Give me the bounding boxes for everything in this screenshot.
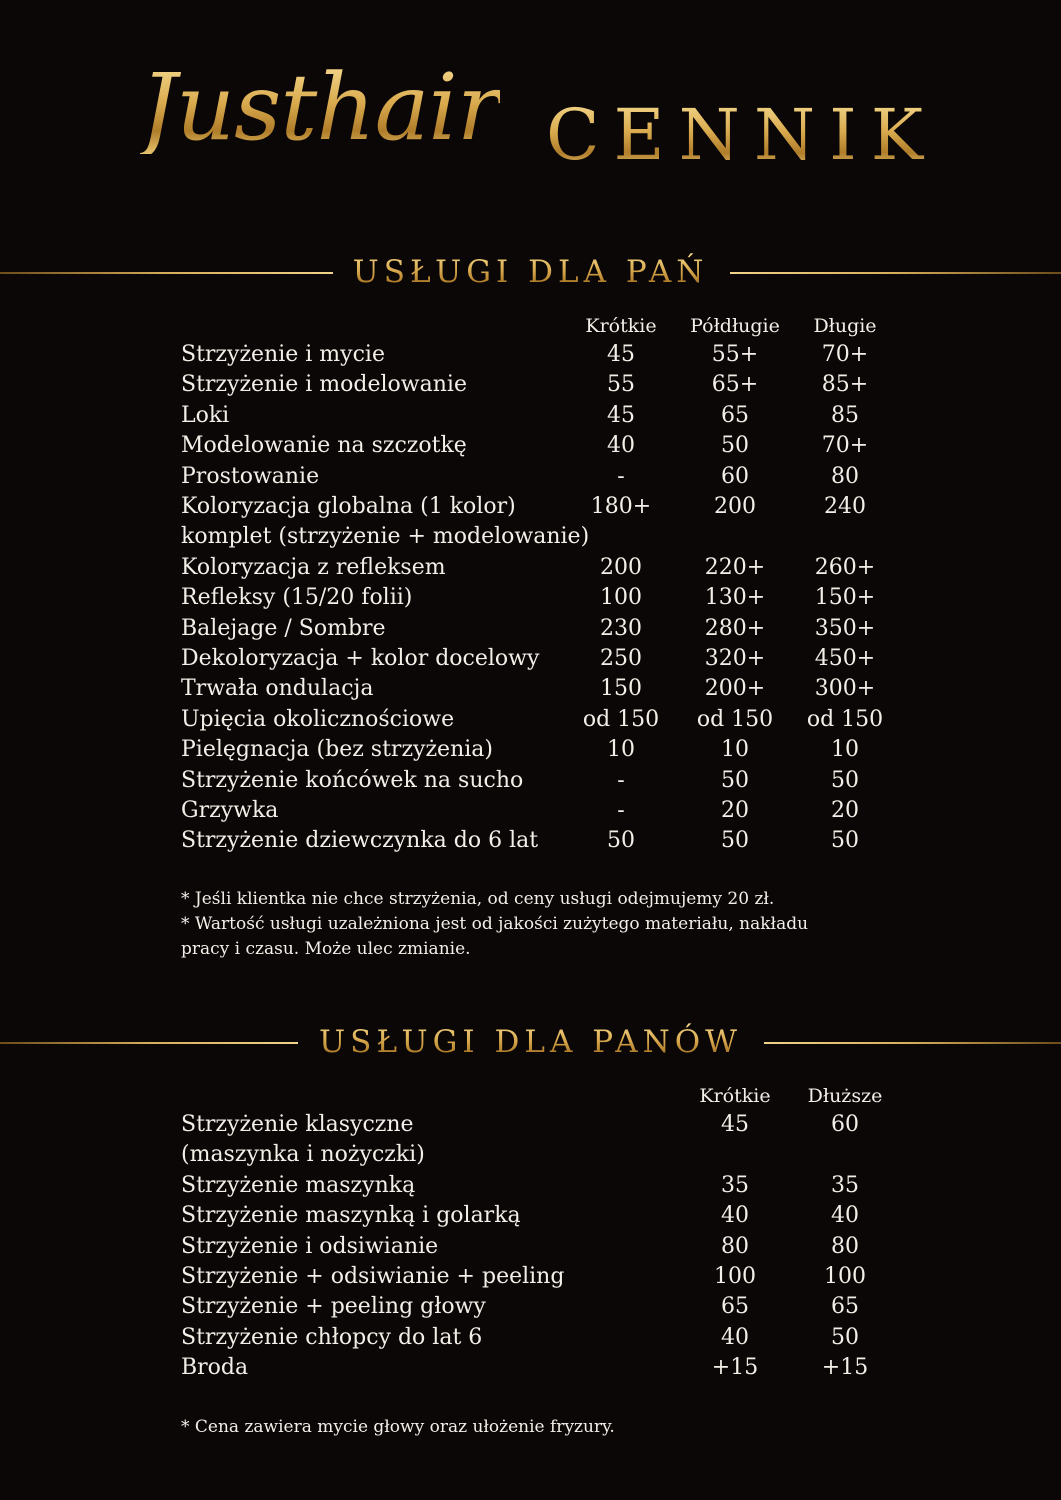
service-name: Upięcia okolicznościowe	[181, 706, 455, 732]
price-value: 100	[600, 585, 642, 611]
service-name: Grzywka	[181, 798, 279, 823]
price-value: 260+	[814, 554, 876, 580]
price-value: 50	[831, 767, 859, 793]
price-value: -	[617, 798, 625, 823]
service-name: Strzyżenie i modelowanie	[181, 372, 467, 398]
price-value: 65	[831, 1294, 859, 1320]
table-row	[0, 431, 1061, 461]
price-value: 230	[600, 615, 642, 641]
price-value: 450+	[814, 646, 876, 671]
service-name: Refleksy (15/20 folii)	[181, 585, 413, 611]
service-name: Pielęgnacja (bez strzyżenia)	[181, 737, 493, 763]
price-value: 80	[721, 1233, 749, 1259]
price-value: 200	[600, 554, 642, 580]
service-name: Dekoloryzacja + kolor docelowy	[181, 646, 540, 671]
service-name: Strzyżenie maszynką i golarką	[181, 1203, 521, 1229]
price-value: 50	[831, 1324, 859, 1350]
price-value: 220+	[704, 554, 766, 580]
price-value: 80	[831, 463, 859, 489]
price-value: 35	[721, 1172, 749, 1198]
table-row	[0, 401, 1061, 431]
column-header: Krótkie	[585, 315, 657, 337]
price-value: 150	[600, 676, 642, 702]
price-value: 10	[831, 737, 859, 763]
service-name: Strzyżenie i odsiwianie	[181, 1233, 439, 1259]
column-header: Półdługie	[690, 315, 780, 337]
price-value: 280+	[704, 615, 766, 641]
price-value: 65	[721, 402, 749, 428]
service-name: Strzyżenie i mycie	[181, 342, 385, 367]
price-value: 60	[721, 463, 749, 489]
service-name: Koloryzacja z refleksem	[181, 554, 446, 580]
price-value: -	[617, 463, 625, 489]
table-row	[0, 462, 1061, 492]
price-value: 40	[721, 1324, 749, 1350]
price-value: 200	[714, 494, 756, 519]
price-value: 20	[721, 798, 749, 823]
price-value: od 150	[582, 706, 660, 732]
section-header-men	[0, 1022, 1061, 1062]
price-value: 65	[721, 1294, 749, 1320]
price-value: 10	[607, 737, 635, 763]
price-value: 55	[607, 372, 635, 398]
price-value: 130+	[704, 585, 766, 611]
price-value: 45	[607, 402, 635, 428]
price-value: 100	[824, 1264, 866, 1289]
price-value: +15	[821, 1355, 869, 1381]
price-value: -	[617, 767, 625, 793]
column-header: Długie	[813, 315, 877, 337]
price-value: 70+	[821, 433, 869, 459]
price-value: 50	[721, 828, 749, 854]
table-row	[0, 1262, 1061, 1292]
price-value: +15	[711, 1355, 759, 1381]
table-row	[0, 644, 1061, 674]
price-value: 45	[607, 342, 635, 367]
price-value: 10	[721, 737, 749, 763]
table-row	[0, 735, 1061, 765]
table-row	[0, 1171, 1061, 1201]
service-name: Balejage / Sombre	[181, 615, 386, 641]
section-title-men: USŁUGI DLA PANÓW	[0, 1022, 1061, 1062]
price-value: 320+	[704, 646, 766, 671]
table-row	[0, 553, 1061, 583]
table-row	[0, 1353, 1061, 1383]
price-value: 80	[831, 1233, 859, 1259]
service-name: Loki	[181, 402, 230, 428]
footnote: * Cena zawiera mycie głowy oraz ułożenie fryzury.	[181, 1417, 615, 1437]
table-row	[0, 674, 1061, 704]
price-value: od 150	[806, 706, 884, 732]
price-value: 55+	[711, 342, 759, 367]
table-row	[0, 1323, 1061, 1353]
footnote: pracy i czasu. Może ulec zmianie.	[181, 939, 471, 959]
service-name: Strzyżenie klasyczne	[181, 1112, 414, 1137]
price-value: 85	[831, 402, 859, 428]
price-value: 250	[600, 646, 642, 671]
price-value: 50	[831, 828, 859, 854]
price-value: od 150	[696, 706, 774, 732]
column-header: Dłuższe	[807, 1085, 883, 1107]
price-value: 50	[607, 828, 635, 854]
service-name: Strzyżenie chłopcy do lat 6	[181, 1324, 483, 1350]
service-name: Strzyżenie + odsiwianie + peeling	[181, 1264, 565, 1289]
divider-line-right	[730, 272, 1061, 274]
price-value: 100	[714, 1264, 756, 1289]
table-row	[0, 1140, 1061, 1170]
footnote: * Wartość usługi uzależniona jest od jakości zużytego materiału, nakładu	[181, 914, 809, 934]
price-value: 35	[831, 1172, 859, 1198]
price-value: 60	[831, 1112, 859, 1137]
table-row	[0, 1292, 1061, 1322]
table-row	[0, 766, 1061, 796]
section-header-women	[0, 252, 1061, 292]
price-value: 200+	[704, 676, 766, 702]
service-name: (maszynka i nożyczki)	[181, 1142, 425, 1168]
service-name: Prostowanie	[181, 463, 320, 489]
price-value: 180+	[590, 494, 652, 519]
table-row	[0, 522, 1061, 552]
price-value: 65+	[711, 372, 759, 398]
price-value: 240	[824, 494, 866, 519]
price-value: 85+	[821, 372, 869, 398]
table-row	[0, 1201, 1061, 1231]
table-row	[0, 705, 1061, 735]
price-value: 20	[831, 798, 859, 823]
footnote: * Jeśli klientka nie chce strzyżenia, od ceny usługi odejmujemy 20 zł.	[181, 889, 775, 909]
price-value: 40	[607, 433, 635, 459]
table-row	[0, 492, 1061, 522]
brand-logo: Justhair	[140, 54, 500, 161]
page-title: CENNIK	[546, 94, 938, 176]
table-row	[0, 340, 1061, 370]
service-name: Trwała ondulacja	[181, 676, 374, 702]
table-row	[0, 1232, 1061, 1262]
service-name: Koloryzacja globalna (1 kolor)	[181, 494, 516, 519]
price-value: 300+	[814, 676, 876, 702]
service-name: Strzyżenie końcówek na sucho	[181, 767, 524, 793]
service-name: Strzyżenie maszynką	[181, 1172, 416, 1198]
price-value: 40	[721, 1203, 749, 1229]
price-value: 70+	[821, 342, 869, 367]
service-name: Broda	[181, 1355, 249, 1381]
divider-line-right	[764, 1042, 1061, 1044]
price-value: 350+	[814, 615, 876, 641]
price-value: 45	[721, 1112, 749, 1137]
service-name: Strzyżenie dziewczynka do 6 lat	[181, 828, 539, 854]
price-value: 150+	[814, 585, 876, 611]
table-row	[0, 826, 1061, 856]
table-row	[0, 583, 1061, 613]
price-value: 50	[721, 433, 749, 459]
price-value: 50	[721, 767, 749, 793]
table-row	[0, 1110, 1061, 1140]
service-name: Strzyżenie + peeling głowy	[181, 1294, 486, 1320]
table-row	[0, 370, 1061, 400]
column-header: Krótkie	[699, 1085, 771, 1107]
table-row	[0, 614, 1061, 644]
price-value: 40	[831, 1203, 859, 1229]
table-row	[0, 796, 1061, 826]
service-name: komplet (strzyżenie + modelowanie)	[181, 524, 590, 550]
section-title-women: USŁUGI DLA PAŃ	[0, 252, 1061, 292]
service-name: Modelowanie na szczotkę	[181, 433, 467, 459]
